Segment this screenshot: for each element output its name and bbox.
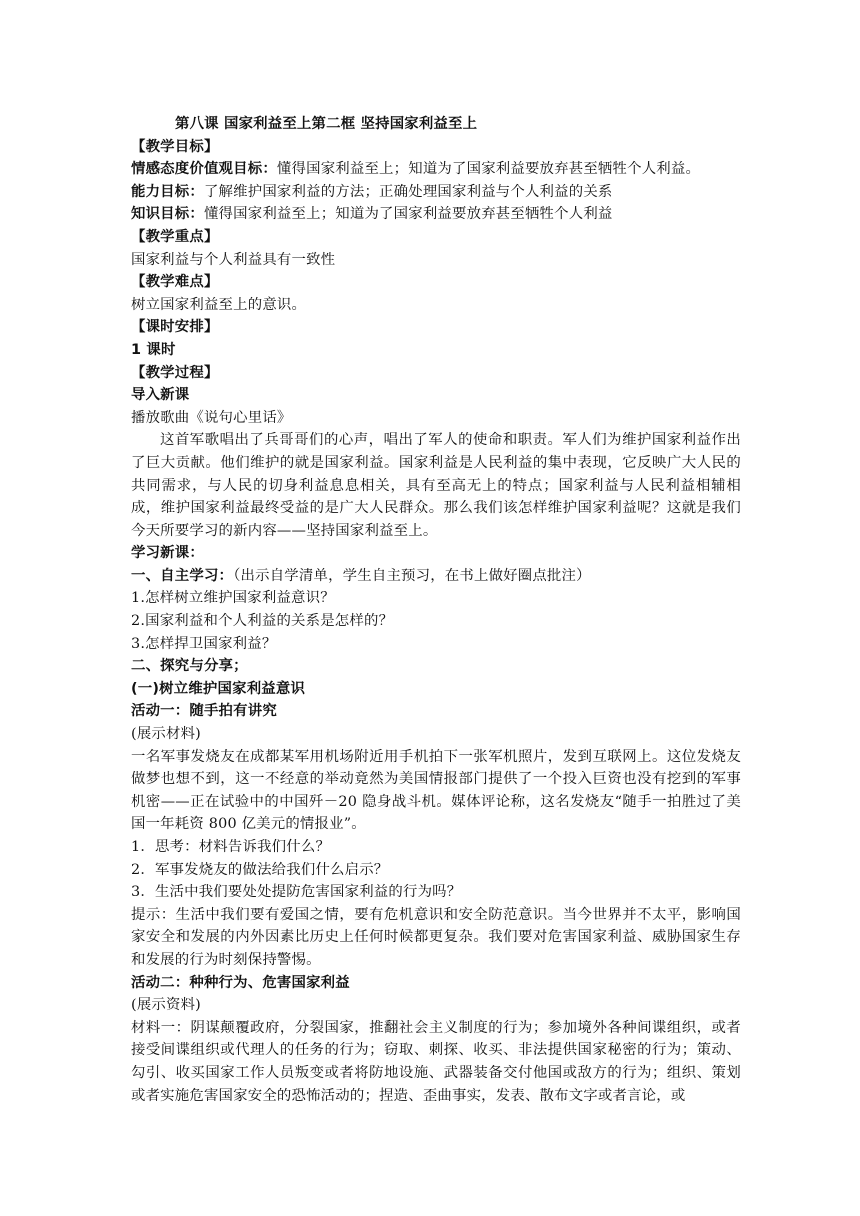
explore-heading: 二、探究与分享； — [131, 658, 248, 675]
page-title: 第八课 国家利益至上第二框 坚持国家利益至上 — [175, 116, 478, 132]
intro-paragraph: 这首军歌唱出了兵哥哥们的心声，唱出了军人的使命和职责。军人们为维护国家利益作出了巨大贡献。他们维护的就是国家利益。国家利益是人民利益的集中表现，它反映广大人民的共同需求，与人民的切身利益息息相关，具有至高无上的特点；国家利益与人民利益相辅相成，维护国家利益最终受益的是广大人民群众。那么我们该怎样维护国家利益呢？这就是我们今天所要学习的新内容——坚持国家利益至上。 — [131, 432, 741, 539]
question-item: 1.怎样树立维护国家利益意识？ — [131, 590, 335, 607]
new-lesson-heading: 学习新课： — [131, 545, 204, 562]
objective-text: 懂得国家利益至上；知道为了国家利益要放弃甚至牺牲个人利益。 — [276, 161, 701, 178]
difficulty-text: 树立国家利益至上的意识。 — [131, 296, 307, 313]
objectives-heading: 【教学目标】 — [131, 138, 219, 155]
intro-song: 播放歌曲《说句心里话》 — [131, 409, 292, 426]
objective-label: 情感态度价值观目标： — [131, 161, 277, 178]
material1-paragraph: 材料一：阴谋颠覆政府，分裂国家，推翻社会主义制度的行为；参加境外各种间谍组织，或者接受间谍组织或代理人的任务的行为；窃取、刺探、收买、非法提供国家秘密的行为；策动、勾引、收买国家工作人员叛变或者将防地设施、武器装备交付他国或敌方的行为；组织、策划或者实施危害国家安全的恐怖活动的；捏造、歪曲事实，发表、散布文字或者言论，或 — [131, 1019, 741, 1104]
process-heading: 【教学过程】 — [131, 364, 219, 381]
objective-ability — [131, 181, 741, 204]
activity1-question: 3．生活中我们要处处提防危害国家利益的行为吗？ — [131, 884, 462, 901]
key-text: 国家利益与个人利益具有一致性 — [131, 251, 336, 268]
section1-heading: (一)树立维护国家利益意识 — [131, 680, 306, 697]
question-item: 2.国家利益和个人利益的关系是怎样的？ — [131, 613, 394, 630]
activity1-show: (展示材料) — [131, 726, 201, 743]
question-item: 3.怎样捍卫国家利益？ — [131, 635, 277, 652]
objective-label: 知识目标： — [131, 206, 204, 223]
activity2-heading: 活动二：种种行为、危害国家利益 — [131, 974, 350, 991]
key-heading: 【教学重点】 — [131, 228, 219, 245]
self-study-label: 一、自主学习： — [131, 567, 234, 584]
objective-knowledge — [131, 203, 741, 226]
document-page — [131, 113, 741, 1107]
objective-text: 懂得国家利益至上；知道为了国家利益要放弃甚至牺牲个人利益 — [203, 206, 613, 223]
hint-paragraph: 提示：生活中我们要有爱国之情，要有危机意识和安全防范意识。当今世界并不太平，影响国家安全和发展的内外因素比历史上任何时候都更复杂。我们要对危害国家利益、威胁国家生存和发展的行为时刻保持警惕。 — [131, 906, 741, 968]
objective-label: 能力目标： — [131, 183, 204, 200]
intro-heading: 导入新课 — [131, 387, 190, 404]
activity2-show: (展示资料) — [131, 997, 201, 1014]
activity1-paragraph: 一名军事发烧友在成都某军用机场附近用手机拍下一张军机照片，发到互联网上。这位发烧友做梦也想不到，这一不经意的举动竟然为美国情报部门提供了一个投入巨资也没有挖到的军事机密——正在试验中的中国歼－20 隐身战斗机。媒体评论称，这名发烧友“随手一拍胜过了美国一年耗资 800 亿美元的情报业”。 — [131, 748, 741, 833]
activity1-question: 2．军事发烧友的做法给我们什么启示？ — [131, 861, 389, 878]
objective-affective — [131, 158, 741, 181]
self-study — [131, 565, 741, 588]
schedule-heading: 【课时安排】 — [131, 319, 219, 336]
activity1-heading: 活动一：随手拍有讲究 — [131, 703, 277, 720]
activity1-question: 1．思考：材料告诉我们什么？ — [131, 839, 331, 855]
difficulty-heading: 【教学难点】 — [131, 274, 219, 291]
objective-text: 了解维护国家利益的方法；正确处理国家利益与个人利益的关系 — [203, 183, 613, 200]
self-study-text: （出示自学清单，学生自主预习，在书上做好圈点批注） — [233, 567, 591, 584]
schedule-text: 1 课时 — [131, 341, 176, 358]
